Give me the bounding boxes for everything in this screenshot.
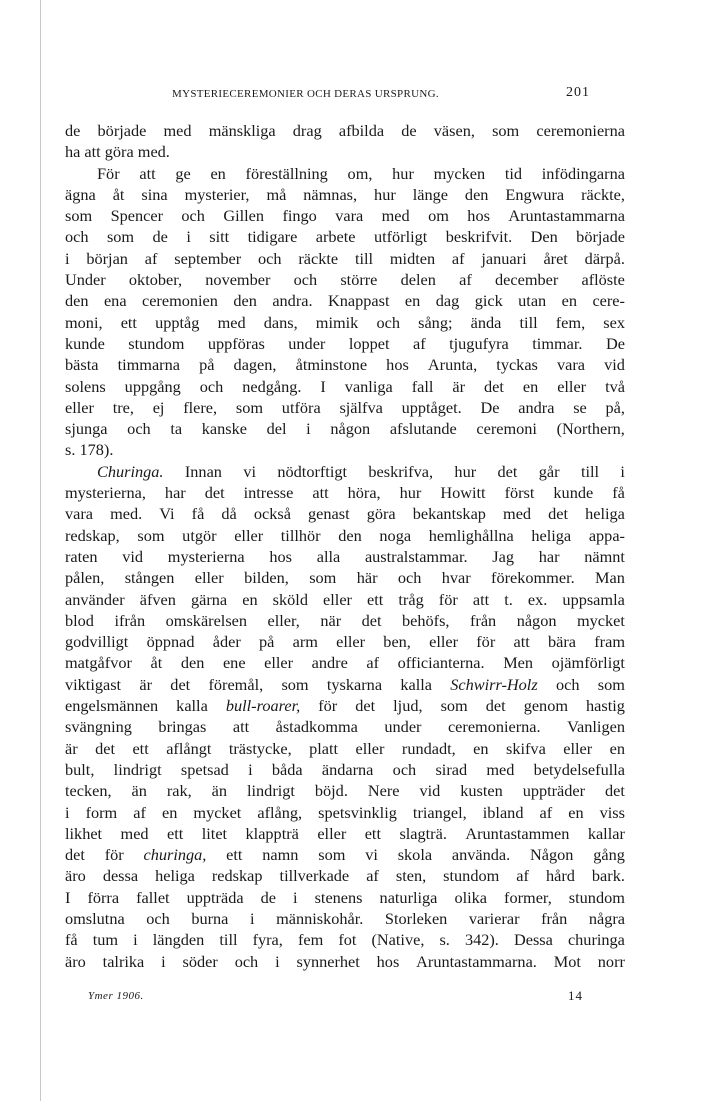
text-line: godvilligt öppnad åder på arm eller ben, eller för att bära fram	[65, 632, 625, 652]
text-line: sjunga och ta kanske del i någon afslutande ceremoni (Northern,	[65, 419, 625, 439]
page-header	[172, 85, 622, 108]
text-line: engelsmännen kalla bull-roarer, för det ljud, som det genom hastig	[65, 696, 625, 716]
text-line: Under oktober, november och större delen af december aflöste	[65, 270, 625, 290]
text-line: redskap, som utgör eller tillhör den noga hemlighållna heliga appa-	[65, 525, 625, 545]
text-line: äro talrika i söder och i synnerhet hos Aruntastammarna. Mot norr	[65, 951, 625, 971]
text-line: svängning bringas att åstadkomma under ceremonierna. Vanligen	[65, 717, 625, 737]
text-line: i form af en mycket aflång, spetsvinklig triangel, ibland af en viss	[65, 802, 625, 822]
text-line: vara med. Vi få då också genast göra bekantskap med det heliga	[65, 504, 625, 524]
page-edge-line	[40, 0, 41, 1101]
text-line: den ena ceremonien den andra. Knappast en dag gick utan en cere-	[65, 291, 625, 311]
text-line: s. 178).	[65, 440, 114, 460]
text-line: För att ge en föreställning om, hur mycken tid infödingarna	[97, 163, 625, 183]
text-line: använder äfven gärna en sköld eller ett tråg för att t. ex. uppsamla	[65, 589, 625, 609]
text-line: det för churinga, ett namn som vi skola använda. Någon gång	[65, 845, 625, 865]
text-line: som Spencer och Gillen fingo vara med om hos Aruntastammarna	[65, 206, 625, 226]
running-title: MYSTERIECEREMONIER OCH DERAS URSPRUNG.	[172, 88, 439, 100]
footer-signature-mark: 14	[568, 988, 583, 1003]
text-line: få tum i längden till fyra, fem fot (Native, s. 342). Dessa churinga	[65, 930, 625, 950]
text-line: i början af september och räckte till midten af januari året därpå.	[65, 248, 625, 268]
text-line: solens uppgång och nedgång. I vanliga fall är det en eller två	[65, 376, 625, 396]
text-line: bult, lindrigt spetsad i båda ändarna och sirad med betydelsefulla	[65, 759, 625, 779]
text-line: viktigast är det föremål, som tyskarna kalla Schwirr-Holz och som	[65, 674, 625, 694]
text-line: ägna åt sina mysterier, må nämnas, hur länge den Engwura räckte,	[65, 184, 625, 204]
text-line: de började med mänskliga drag afbilda de väsen, som ceremonierna	[65, 121, 625, 140]
text-line: är det ett aflångt trästycke, platt eller rundadt, en skifva eller en	[65, 738, 625, 758]
text-line: ha att göra med.	[65, 142, 170, 162]
text-line: Churinga. Innan vi nödtorftigt beskrifva, hur det går till i	[97, 461, 625, 481]
text-line: mysterierna, har det intresse att höra, hur Howitt först kunde få	[65, 483, 625, 503]
text-line: äro dessa heliga redskap tillverkade af sten, stundom af hård bark.	[65, 866, 625, 886]
text-line: bästa timmarna på dagen, åtminstone hos Arunta, tyckas vara vid	[65, 355, 625, 375]
text-line: kunde stundom uppföras under loppet af tjugufyra timmar. De	[65, 333, 625, 353]
text-line: blod ifrån omskärelsen eller, när det behöfs, från någon mycket	[65, 610, 625, 630]
text-line: raten vid mysterierna hos alla australstammar. Jag har nämnt	[65, 546, 625, 566]
text-line: pålen, stången eller bilden, som här och hvar förekommer. Man	[65, 568, 625, 588]
footer-journal-reference: Ymer 1906.	[88, 990, 144, 1002]
text-line: moni, ett upptåg med dans, mimik och sång; ända till fem, sex	[65, 312, 625, 332]
text-line: I förra fallet uppträda de i stenens naturliga olika former, stundom	[65, 887, 625, 907]
text-line: matgåfvor åt den ene eller andre af officianterna. Men ojämförligt	[65, 653, 625, 673]
text-line: eller tre, ej flere, som utföra själfva upptåget. De andra se på,	[65, 397, 625, 417]
text-line: likhet med ett litet klappträ eller ett slagträ. Aruntastammen kallar	[65, 823, 625, 843]
text-line: och som de i sitt tidigare arbete utförligt beskrifvit. Den började	[65, 227, 625, 247]
text-line: tecken, än rak, än lindrigt böjd. Nere vid kusten uppträder det	[65, 781, 625, 801]
body-text	[65, 120, 625, 972]
text-line: omslutna och burna i människohår. Storleken varierar från några	[65, 908, 625, 928]
page-number: 201	[566, 85, 590, 100]
